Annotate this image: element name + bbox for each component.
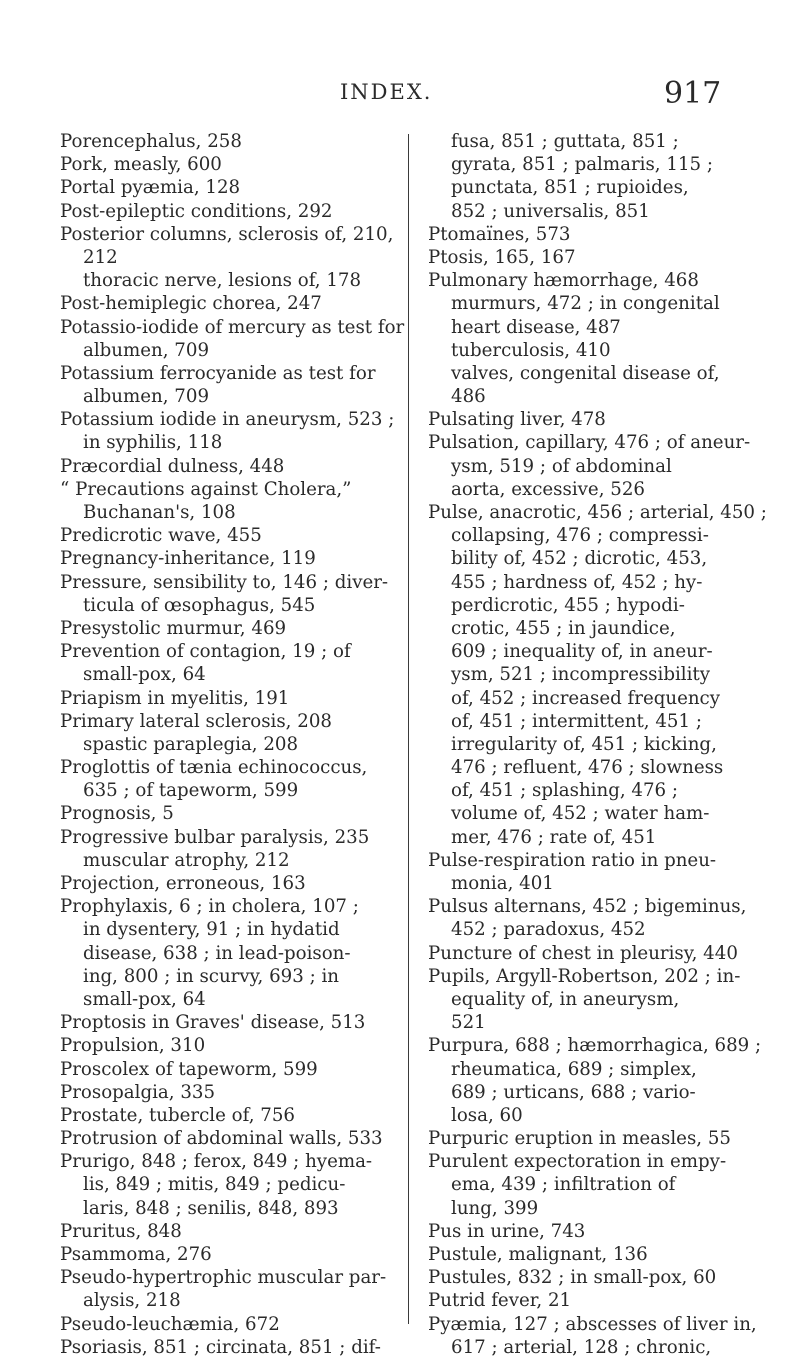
index-subentry: 212 bbox=[83, 246, 118, 268]
index-entry: Pulsus alternans, 452 ; bigeminus, bbox=[428, 896, 747, 918]
index-entry: Prostate, tubercle of, 756 bbox=[60, 1104, 295, 1126]
index-subentry: bility of, 452 ; dicrotic, 453, bbox=[451, 548, 708, 570]
index-subentry: ema, 439 ; infiltration of bbox=[451, 1174, 676, 1196]
index-entry: Pseudo-hypertrophic muscular par- bbox=[60, 1267, 387, 1289]
index-entry: Pregnancy-inheritance, 119 bbox=[60, 548, 316, 570]
index-subentry: 609 ; inequality of, in aneur- bbox=[451, 641, 713, 663]
index-entry: Pulsating liver, 478 bbox=[428, 409, 606, 431]
index-entry: Potassio-iodide of mercury as test for bbox=[60, 316, 405, 338]
index-entry: Portal pyæmia, 128 bbox=[60, 177, 241, 199]
index-entry: Puncture of chest in pleurisy, 440 bbox=[428, 942, 738, 964]
index-entry: Pruritus, 848 bbox=[60, 1220, 182, 1242]
index-entry: Pustule, malignant, 136 bbox=[428, 1244, 648, 1265]
index-subentry: fusa, 851 ; guttata, 851 ; bbox=[451, 131, 679, 152]
index-subentry: of, 452 ; increased frequency bbox=[451, 687, 721, 709]
index-entry: Prosopalgia, 335 bbox=[60, 1081, 216, 1103]
index-entry: Ptosis, 165, 167 bbox=[428, 246, 576, 268]
index-entry: Prognosis, 5 bbox=[60, 803, 174, 825]
index-subentry: albumen, 709 bbox=[83, 386, 210, 408]
index-subentry: disease, 638 ; in lead-poison- bbox=[83, 942, 351, 964]
index-entry: Posterior columns, sclerosis of, 210, bbox=[60, 223, 394, 245]
index-subentry: ing, 800 ; in scurvy, 693 ; in bbox=[83, 965, 340, 987]
index-subentry: perdicrotic, 455 ; hypodi- bbox=[451, 594, 685, 616]
index-entry: Præcordial dulness, 448 bbox=[60, 455, 285, 477]
index-subentry: laris, 848 ; senilis, 848, 893 bbox=[83, 1197, 339, 1219]
index-subentry: 486 bbox=[451, 386, 486, 408]
index-entry: Post-hemiplegic chorea, 247 bbox=[60, 293, 322, 315]
index-subentry: alysis, 218 bbox=[83, 1290, 181, 1312]
index-subentry: rheumatica, 689 ; simplex, bbox=[451, 1058, 697, 1080]
index-subentry: 521 bbox=[451, 1012, 486, 1034]
index-entry: Potassium iodide in aneurysm, 523 ; bbox=[60, 409, 395, 431]
page-number: 917 bbox=[664, 76, 722, 111]
column-divider bbox=[408, 134, 409, 1324]
index-subentry: valves, congenital disease of, bbox=[451, 362, 720, 384]
index-subentry: lis, 849 ; mitis, 849 ; pedicu- bbox=[83, 1174, 346, 1196]
index-entry: Predicrotic wave, 455 bbox=[60, 525, 262, 547]
index-subentry: monia, 401 bbox=[451, 873, 554, 894]
index-entry: Pustules, 832 ; in small-pox, 60 bbox=[428, 1267, 717, 1289]
index-entry: Prevention of contagion, 19 ; of bbox=[60, 641, 351, 663]
index-entry: Propulsion, 310 bbox=[60, 1035, 206, 1057]
index-entry: Pulse-respiration ratio in pneu- bbox=[428, 849, 717, 871]
index-subentry: 455 ; hardness of, 452 ; hy- bbox=[451, 571, 703, 593]
index-subentry: 635 ; of tapeworm, 599 bbox=[83, 780, 299, 802]
page-header bbox=[0, 76, 801, 112]
index-subentry: 852 ; universalis, 851 bbox=[451, 200, 650, 222]
index-entry: Purulent expectoration in empy- bbox=[428, 1151, 727, 1173]
index-entry: Pulse, anacrotic, 456 ; arterial, 450 ; bbox=[428, 502, 767, 523]
index-subentry: punctata, 851 ; rupioides, bbox=[451, 177, 689, 199]
index-subentry: murmurs, 472 ; in congenital bbox=[451, 293, 720, 315]
index-entry: Pulsation, capillary, 476 ; of aneur- bbox=[428, 432, 751, 454]
index-subentry: in dysentery, 91 ; in hydatid bbox=[83, 919, 340, 941]
index-subentry: mer, 476 ; rate of, 451 bbox=[451, 826, 657, 848]
index-entry: Psoriasis, 851 ; circinata, 851 ; dif- bbox=[60, 1336, 381, 1358]
index-entry: Pseudo-leuchæmia, 672 bbox=[60, 1313, 280, 1335]
index-subentry: tuberculosis, 410 bbox=[451, 339, 611, 361]
index-entry: Pyæmia, 127 ; abscesses of liver in, bbox=[428, 1313, 757, 1335]
index-subentry: Buchanan's, 108 bbox=[83, 502, 236, 523]
index-subentry: crotic, 455 ; in jaundice, bbox=[451, 617, 676, 639]
running-title: INDEX. bbox=[340, 80, 433, 104]
index-subentry: volume of, 452 ; water ham- bbox=[451, 803, 710, 825]
index-entry: Ptomaïnes, 573 bbox=[428, 223, 571, 245]
index-entry: Pulmonary hæmorrhage, 468 bbox=[428, 270, 699, 292]
index-entry: Protrusion of abdominal walls, 533 bbox=[60, 1128, 383, 1150]
index-subentry: gyrata, 851 ; palmaris, 115 ; bbox=[451, 154, 713, 176]
index-subentry: ysm, 521 ; incompressibility bbox=[451, 664, 710, 686]
index-entry: Post-epileptic conditions, 292 bbox=[60, 200, 333, 222]
index-subentry: small-pox, 64 bbox=[83, 664, 206, 686]
index-entry: Pus in urine, 743 bbox=[428, 1220, 586, 1242]
index-entry: Projection, erroneous, 163 bbox=[60, 873, 306, 894]
index-entry: Prurigo, 848 ; ferox, 849 ; hyema- bbox=[60, 1151, 373, 1173]
index-subentry: albumen, 709 bbox=[83, 339, 210, 361]
index-entry: Psammoma, 276 bbox=[60, 1244, 212, 1265]
index-subentry: aorta, excessive, 526 bbox=[451, 478, 645, 500]
index-subentry: spastic paraplegia, 208 bbox=[83, 733, 299, 755]
index-entry: Pressure, sensibility to, 146 ; diver- bbox=[60, 571, 389, 593]
index-subentry: 617 ; arterial, 128 ; chronic, bbox=[451, 1336, 712, 1358]
index-subentry: collapsing, 476 ; compressi- bbox=[451, 525, 709, 547]
index-subentry: irregularity of, 451 ; kicking, bbox=[451, 733, 717, 755]
index-entry: Porencephalus, 258 bbox=[60, 131, 242, 152]
index-subentry: of, 451 ; intermittent, 451 ; bbox=[451, 710, 702, 732]
index-entry: Pork, measly, 600 bbox=[60, 154, 222, 176]
index-entry: Progressive bulbar paralysis, 235 bbox=[60, 826, 370, 848]
index-entry: Presystolic murmur, 469 bbox=[60, 617, 287, 639]
index-subentry: ysm, 519 ; of abdominal bbox=[451, 455, 672, 477]
index-entry: Primary lateral sclerosis, 208 bbox=[60, 710, 332, 732]
index-subentry: losa, 60 bbox=[451, 1104, 523, 1126]
index-column-right bbox=[428, 130, 767, 1359]
index-entry: Proglottis of tænia echinococcus, bbox=[60, 757, 368, 779]
index-entry: Purpura, 688 ; hæmorrhagica, 689 ; bbox=[428, 1035, 762, 1057]
index-column-left bbox=[60, 130, 405, 1359]
index-subentry: equality of, in aneurysm, bbox=[451, 988, 680, 1010]
index-subentry: in syphilis, 118 bbox=[83, 432, 223, 454]
index-subentry: heart disease, 487 bbox=[451, 316, 621, 338]
index-subentry: thoracic nerve, lesions of, 178 bbox=[83, 270, 362, 292]
index-subentry: 476 ; refluent, 476 ; slowness bbox=[451, 757, 724, 779]
index-subentry: 452 ; paradoxus, 452 bbox=[451, 919, 646, 941]
index-entry: Prophylaxis, 6 ; in cholera, 107 ; bbox=[60, 896, 359, 918]
index-subentry: small-pox, 64 bbox=[83, 988, 206, 1010]
index-subentry: of, 451 ; splashing, 476 ; bbox=[451, 780, 679, 802]
index-entry: Priapism in myelitis, 191 bbox=[60, 687, 290, 709]
index-subentry: 689 ; urticans, 688 ; vario- bbox=[451, 1081, 696, 1103]
index-entry: Proptosis in Graves' disease, 513 bbox=[60, 1012, 366, 1034]
index-subentry: muscular atrophy, 212 bbox=[83, 849, 290, 871]
index-subentry: lung, 399 bbox=[451, 1197, 539, 1219]
index-entry: Putrid fever, 21 bbox=[428, 1290, 572, 1312]
index-entry: Pupils, Argyll-Robertson, 202 ; in- bbox=[428, 965, 741, 987]
index-entry: “ Precautions against Cholera,” bbox=[60, 478, 352, 500]
index-entry: Proscolex of tapeworm, 599 bbox=[60, 1058, 318, 1080]
index-entry: Purpuric eruption in measles, 55 bbox=[428, 1128, 731, 1150]
index-subentry: ticula of œsophagus, 545 bbox=[83, 594, 316, 616]
index-entry: Potassium ferrocyanide as test for bbox=[60, 362, 376, 384]
